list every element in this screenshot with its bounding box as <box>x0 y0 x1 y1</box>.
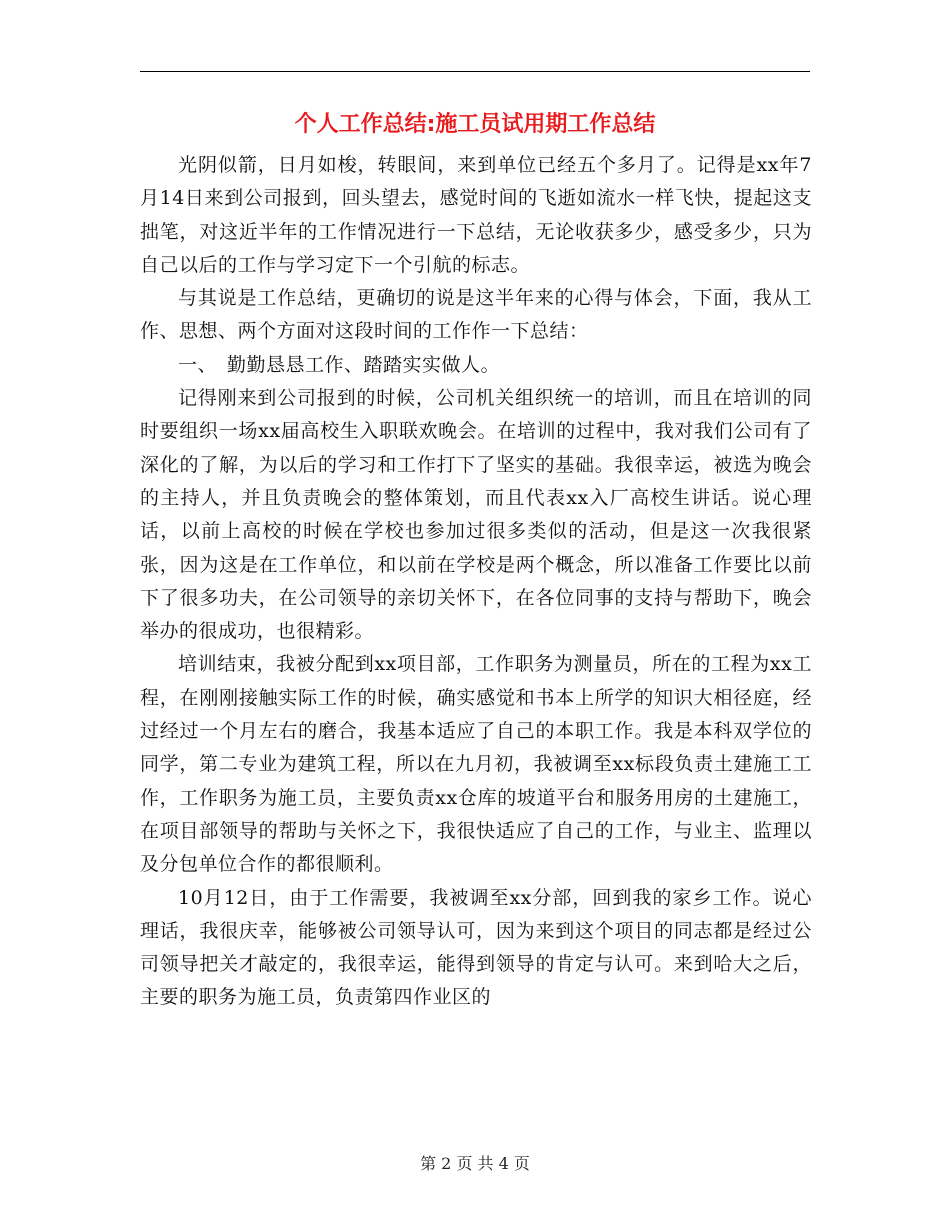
document-title: 个人工作总结:施工员试用期工作总结 <box>294 112 656 137</box>
paragraph-training: 记得刚来到公司报到的时候，公司机关组织统一的培训，而且在培训的同时要组织一场xx届高校生入职联欢晚会。在培训的过程中，我对我们公司有了深化的了解，为以后的学习和工作打下了坚实的基础。我很幸运，被选为晚会的主持人，并且负责晚会的整体策划，而且代表xx入厂高校生讲话。说心理话，以前上高校的时候在学校也参加过很多类似的活动，但是这一次我很紧张，因为这是在工作单位，和以前在学校是两个概念，所以准备工作要比以前下了很多功夫，在公司领导的亲切关怀下，在各位同事的支持与帮助下，晚会举办的很成功，也很精彩。 <box>140 387 812 643</box>
section-heading-1: 一、 勤勤恳恳工作、踏踏实实做人。 <box>178 353 501 376</box>
paragraph-assignment: 培训结束，我被分配到xx项目部，工作职务为测量员，所在的工程为xx工程，在刚刚接触实际工作的时候，确实感觉和书本上所学的知识大相径庭，经过经过一个月左右的磨合，我基本适应了自己的本职工作。我是本科双学位的同学，第二专业为建筑工程，所以在九月初，我被调至xx标段负责土建施工工作，工作职务为施工员，主要负责xx仓库的坡道平台和服务用房的土建施工，在项目部领导的帮助与关怀之下，我很快适应了自己的工作，与业主、监理以及分包单位合作的都很顺利。 <box>140 653 812 876</box>
document-body <box>140 149 812 1015</box>
paragraph-transfer: 10月12日，由于工作需要，我被调至xx分部，回到我的家乡工作。说心理话，我很庆幸，能够被公司领导认可，因为来到这个项目的同志都是经过公司领导把关才敲定的，我很幸运，能得到领导的肯定与认可。来到哈大之后，主要的职务为施工员，负责第四作业区的 <box>140 886 812 1009</box>
header-rule <box>140 71 810 72</box>
paragraph-overview: 与其说是工作总结，更确切的说是这半年来的心得与体会，下面，我从工作、思想、两个方面对这段时间的工作作一下总结： <box>140 287 812 343</box>
page-number: 第 2 页 共 4 页 <box>420 1154 530 1173</box>
paragraph-intro: 光阴似箭，日月如梭，转眼间，来到单位已经五个多月了。记得是xx年7月14日来到公司报到，回头望去，感觉时间的飞逝如流水一样飞快，提起这支拙笔，对这近半年的工作情况进行一下总结，无论收获多少，感受多少，只为自己以后的工作与学习定下一个引航的标志。 <box>140 154 812 276</box>
